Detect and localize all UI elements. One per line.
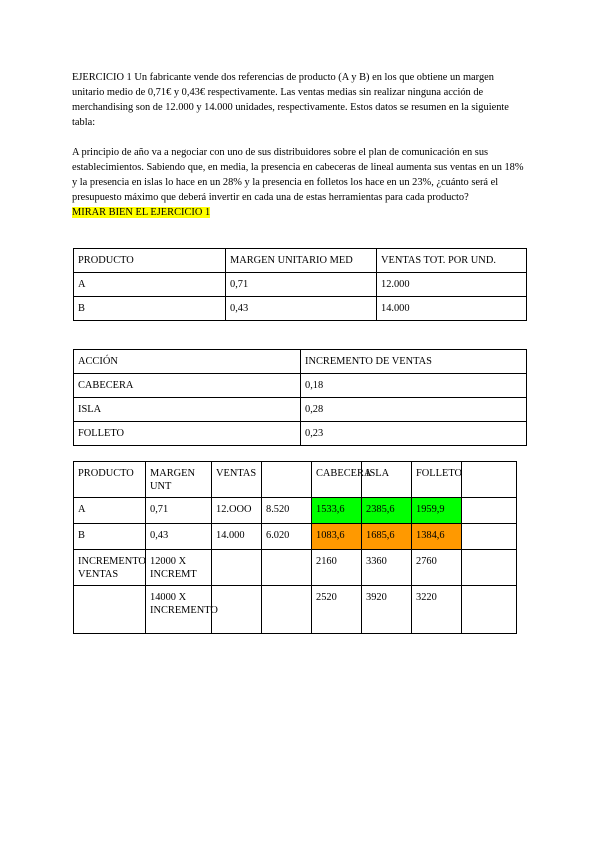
header-cell: [262, 462, 312, 498]
table-cell: B: [74, 297, 226, 321]
header-cell: ISLA: [362, 462, 412, 498]
table-cell: 12.000: [377, 273, 527, 297]
table-cell: CABECERA: [74, 374, 301, 398]
header-cell: MARGEN UNITARIO MED: [226, 249, 377, 273]
document-body: [72, 70, 528, 220]
table-row: [74, 374, 527, 398]
header-cell: PRODUCTO: [74, 462, 146, 498]
table-cell: [462, 524, 517, 550]
header-cell: PRODUCTO: [74, 249, 226, 273]
table-row: [74, 524, 517, 550]
table-cell: [212, 550, 262, 586]
table-row: [74, 398, 527, 422]
header-cell: CABECERA: [312, 462, 362, 498]
table-cell: [462, 498, 517, 524]
table-cell-highlight: 1384,6: [412, 524, 462, 550]
table-row: [74, 273, 527, 297]
table-cell: ISLA: [74, 398, 301, 422]
table-cell-highlight: 2385,6: [362, 498, 412, 524]
table-cell: 3220: [412, 586, 462, 634]
header-cell: INCREMENTO DE VENTAS: [301, 350, 527, 374]
actions-table: [73, 349, 527, 446]
header-cell: MARGEN UNT: [146, 462, 212, 498]
table-cell: [74, 586, 146, 634]
table-row: [74, 550, 517, 586]
table-cell: 2520: [312, 586, 362, 634]
table-cell: 0,71: [226, 273, 377, 297]
table-cell: [212, 586, 262, 634]
table-cell: [462, 586, 517, 634]
header-cell: FOLLETO: [412, 462, 462, 498]
table-cell: A: [74, 498, 146, 524]
table-row: [74, 498, 517, 524]
table-row: [74, 422, 527, 446]
header-cell: VENTAS: [212, 462, 262, 498]
table-cell: 0,18: [301, 374, 527, 398]
exercise-paragraph: EJERCICIO 1 Un fabricante vende dos referencias de producto (A y B) en los que obtiene un margen unitario medio de 0,71€ y 0,43€ respectivamente. Las ventas medias sin realizar ninguna acción de merchandising son de 12.000 y 14.000 unidades, respectivamente. Estos datos se resumen en la siguiente tabla:: [72, 72, 509, 128]
table-cell-highlight: 1533,6: [312, 498, 362, 524]
table-header-row: [74, 462, 517, 498]
table-cell-highlight: 1685,6: [362, 524, 412, 550]
table-cell: [462, 550, 517, 586]
calculation-table: [73, 461, 517, 634]
table-cell-highlight: 1959,9: [412, 498, 462, 524]
table-cell: FOLLETO: [74, 422, 301, 446]
question-paragraph: A principio de año va a negociar con uno de sus distribuidores sobre el plan de comunicación en sus establecimientos. Sabiendo que, en media, la presencia en cabeceras de lineal aumenta sus ventas en un 18% y la presencia en islas lo hace en un 28% y la presencia en folletos los hace en un 23%, ¿cuánto será el presupuesto máximo que deberá invertir en cada una de estas herramientas para cada producto?: [72, 147, 524, 203]
table-row: [74, 297, 527, 321]
table-cell: 0,28: [301, 398, 527, 422]
table-cell: 2760: [412, 550, 462, 586]
table-cell: [262, 586, 312, 634]
table-cell: A: [74, 273, 226, 297]
table-cell: 12000 X INCREMT: [146, 550, 212, 586]
table-cell: 0,71: [146, 498, 212, 524]
header-cell: [462, 462, 517, 498]
table-cell: 0,43: [226, 297, 377, 321]
table-cell: 14.000: [212, 524, 262, 550]
table-cell: 12.OOO: [212, 498, 262, 524]
table-cell: 6.020: [262, 524, 312, 550]
header-cell: ACCIÓN: [74, 350, 301, 374]
table-cell: 3360: [362, 550, 412, 586]
table-cell: 0,43: [146, 524, 212, 550]
table-row: [74, 586, 517, 634]
table-cell: 3920: [362, 586, 412, 634]
table-cell: 2160: [312, 550, 362, 586]
products-table: [73, 248, 527, 321]
table-cell-highlight: 1083,6: [312, 524, 362, 550]
table-cell: 14000 X INCREMENTO: [146, 586, 212, 634]
table-header-row: [74, 249, 527, 273]
table-cell: 14.000: [377, 297, 527, 321]
table-cell: 0,23: [301, 422, 527, 446]
table-cell: 8.520: [262, 498, 312, 524]
table-header-row: [74, 350, 527, 374]
highlight-note: MIRAR BIEN EL EJERCICIO 1: [72, 207, 211, 218]
header-cell: VENTAS TOT. POR UND.: [377, 249, 527, 273]
table-cell: INCREMENTO VENTAS: [74, 550, 146, 586]
table-cell: B: [74, 524, 146, 550]
table-cell: [262, 550, 312, 586]
